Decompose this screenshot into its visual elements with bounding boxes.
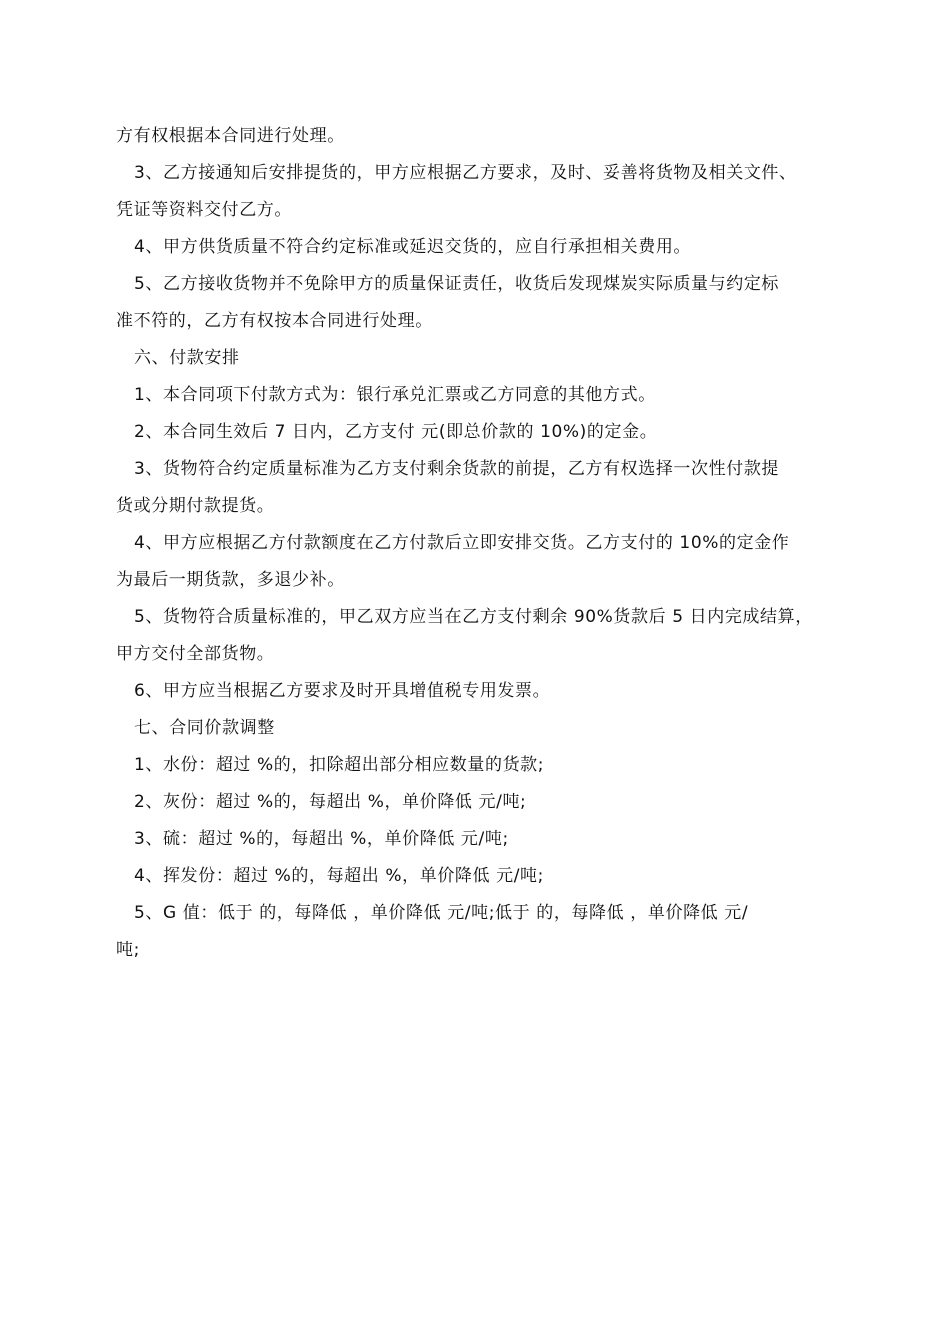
text-line: 凭证等资料交付乙方。: [116, 200, 292, 220]
text-line: 5、货物符合质量标准的，甲乙双方应当在乙方支付剩余 90%货款后 5 日内完成结算，: [134, 607, 813, 627]
text-line: 3、硫：超过 %的，每超出 %，单价降低 元/吨;: [134, 829, 509, 849]
text-line: 4、挥发份：超过 %的，每超出 %，单价降低 元/吨;: [134, 866, 544, 886]
text-line: 为最后一期货款，多退少补。: [116, 570, 345, 590]
text-line: 货或分期付款提货。: [116, 496, 275, 516]
text-line: 1、本合同项下付款方式为：银行承兑汇票或乙方同意的其他方式。: [134, 385, 656, 405]
section-heading: 六、付款安排: [134, 348, 240, 368]
text-line: 吨;: [116, 940, 140, 960]
text-line: 方有权根据本合同进行处理。: [116, 126, 345, 146]
text-line: 甲方交付全部货物。: [116, 644, 275, 664]
text-line: 3、乙方接通知后安排提货的，甲方应根据乙方要求，及时、妥善将货物及相关文件、: [134, 163, 797, 183]
text-line: 1、水份：超过 %的，扣除超出部分相应数量的货款;: [134, 755, 545, 775]
text-line: 准不符的，乙方有权按本合同进行处理。: [116, 311, 433, 331]
section-heading: 七、合同价款调整: [134, 718, 275, 738]
text-line: 5、G 值：低于 的，每降低 ，单价降低 元/吨;低于 的，每降低 ，单价降低 元/: [134, 903, 749, 923]
text-line: 2、灰份：超过 %的，每超出 %，单价降低 元/吨;: [134, 792, 527, 812]
document-body: [116, 118, 846, 969]
text-line: 6、甲方应当根据乙方要求及时开具增值税专用发票。: [134, 681, 551, 701]
text-line: 2、本合同生效后 7 日内，乙方支付 元(即总价款的 10%)的定金。: [134, 422, 658, 442]
text-line: 3、货物符合约定质量标准为乙方支付剩余货款的前提，乙方有权选择一次性付款提: [134, 459, 780, 479]
text-line: 5、乙方接收货物并不免除甲方的质量保证责任，收货后发现煤炭实际质量与约定标: [134, 274, 780, 294]
text-line: 4、甲方应根据乙方付款额度在乙方付款后立即安排交货。乙方支付的 10%的定金作: [134, 533, 790, 553]
text-line: 4、甲方供货质量不符合约定标准或延迟交货的，应自行承担相关费用。: [134, 237, 692, 257]
